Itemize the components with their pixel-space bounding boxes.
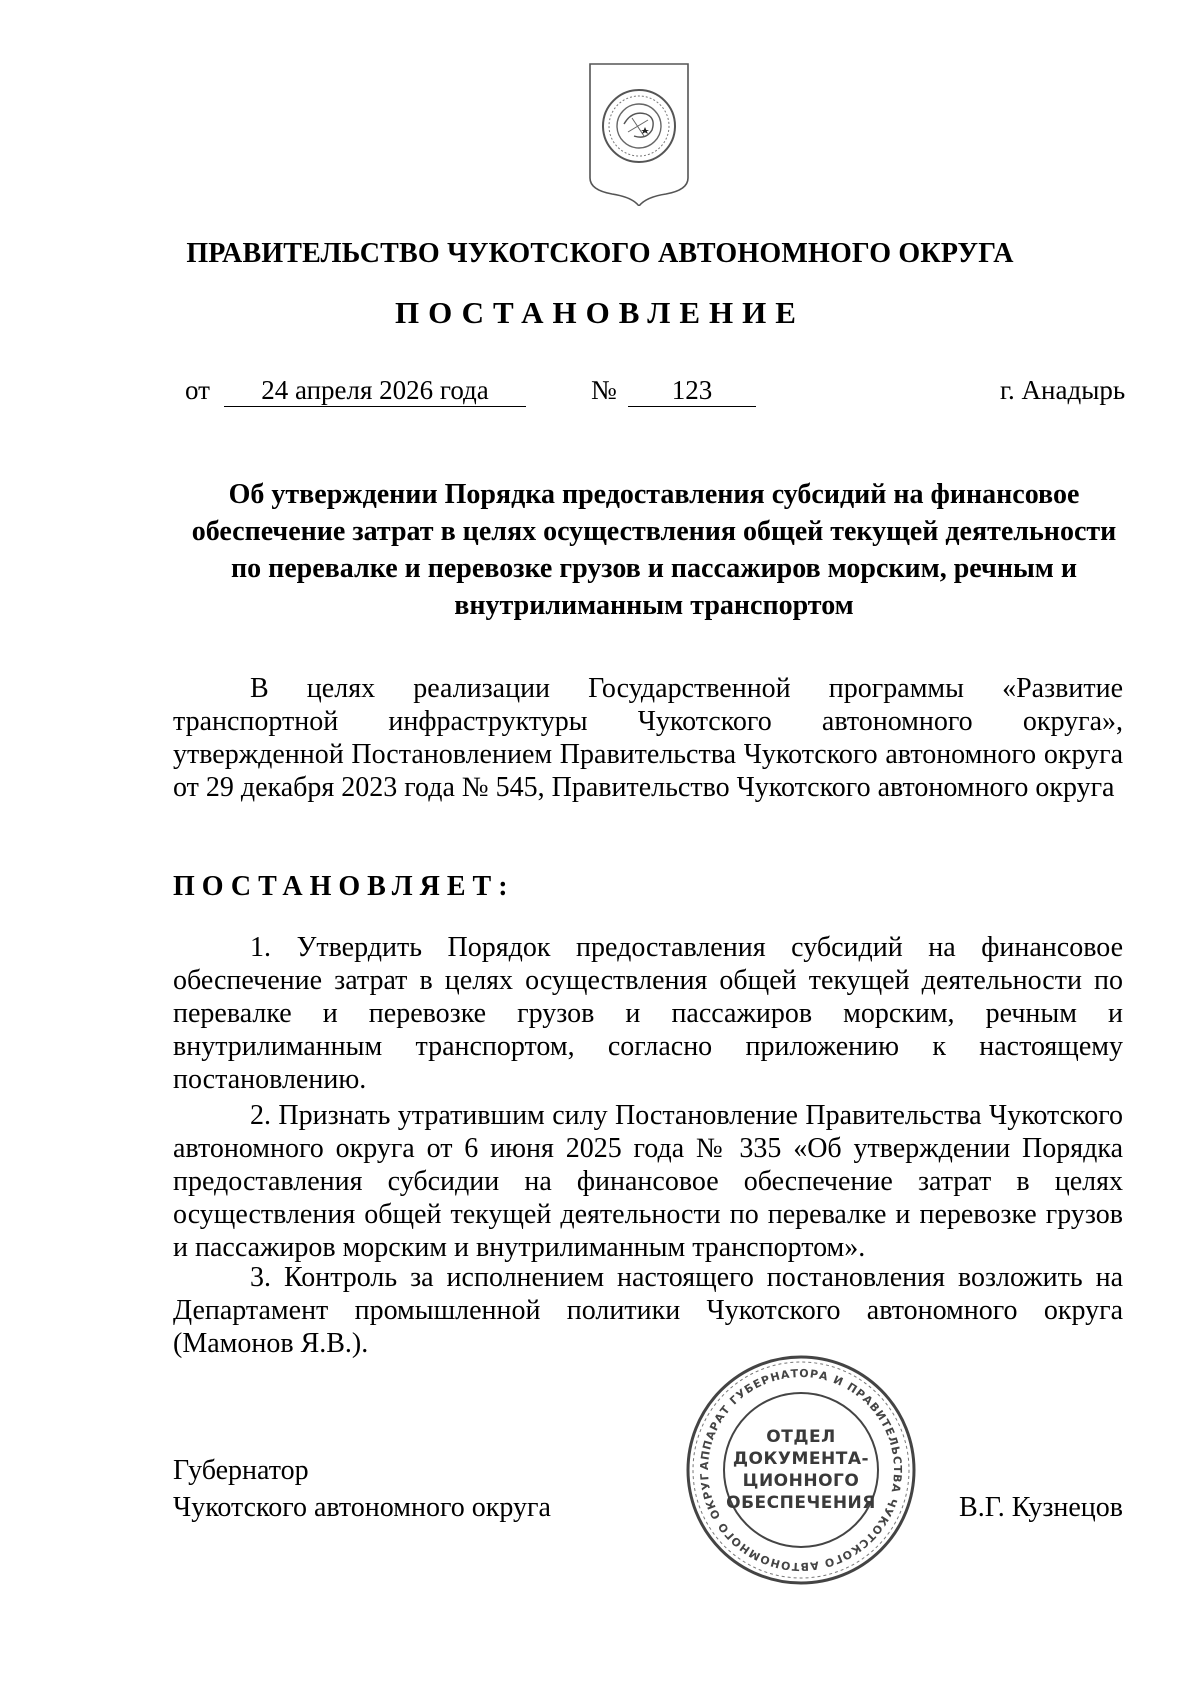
signatory-name: В.Г. Кузнецов bbox=[959, 1492, 1123, 1523]
document-meta-row bbox=[0, 374, 1200, 414]
stamp-center-text bbox=[684, 1353, 918, 1587]
document-city: г. Анадырь bbox=[1000, 375, 1126, 405]
number-prefix: № bbox=[591, 375, 617, 405]
item-paragraph-2: 2. Признать утратившим силу Постановление Правительства Чукотского автономного округа от 6 июня 2025 года № 335 «Об утверждении Порядка предоставления субсидии на финансовое обеспечение затрат в целях осуществления общей текущей деятельности по перевалке и перевозке грузов и пассажиров морским и внутрилиманным транспортом». bbox=[173, 1100, 1123, 1263]
official-stamp bbox=[684, 1353, 918, 1587]
item-paragraph-1: 1. Утвердить Порядок предоставления субсидий на финансовое обеспечение затрат в целях осуществления общей текущей деятельности по перевалке и перевозке грузов и пассажиров морским, речным и внутрилиманным транспортом, согласно приложению к настоящему постановлению. bbox=[173, 932, 1123, 1095]
position-line: Чукотского автономного округа bbox=[173, 1492, 551, 1523]
government-title: ПРАВИТЕЛЬСТВО ЧУКОТСКОГО АВТОНОМНОГО ОКРУГА bbox=[186, 238, 1014, 269]
stamp-line: ДОКУМЕНТА- bbox=[732, 1449, 870, 1469]
stamp-line: ОТДЕЛ bbox=[766, 1427, 836, 1447]
stamp-ring-text: АППАРАТ ГУБЕРНАТОРА И ПРАВИТЕЛЬСТВА ЧУКОТСКОГО АВТОНОМНОГО ОКРУГ bbox=[697, 1366, 905, 1574]
document-date: 24 апреля 2026 года bbox=[224, 374, 526, 407]
document-type: ПОСТАНОВЛЕНИЕ bbox=[395, 295, 805, 330]
document-number: 123 bbox=[628, 374, 756, 407]
stamp-line: ЦИОННОГО bbox=[742, 1471, 860, 1491]
stamp-line: ОБЕСПЕЧЕНИЯ bbox=[726, 1493, 876, 1513]
preamble-paragraph: В целях реализации Государственной программы «Развитие транспортной инфраструктуры Чукотского автономного округа», утвержденной Постановлением Правительства Чукотского автономного округа от 29 декабря 2023 года № 545, Правительство Чукотского автономного округа bbox=[173, 673, 1123, 803]
signatory-position bbox=[173, 1452, 551, 1526]
position-line: Губернатор bbox=[173, 1455, 309, 1486]
subject-line: внутрилиманным транспортом bbox=[454, 590, 854, 621]
decides-heading: ПОСТАНОВЛЯЕТ: bbox=[173, 871, 515, 902]
subject-line: Об утверждении Порядка предоставления субсидий на финансовое bbox=[228, 479, 1080, 510]
coat-of-arms-emblem bbox=[586, 60, 692, 206]
date-prefix: от bbox=[185, 375, 210, 405]
item-paragraph-3: 3. Контроль за исполнением настоящего постановления возложить на Департамент промышленной политики Чукотского автономного округа (Мамонов Я.В.). bbox=[173, 1262, 1123, 1359]
subject-line: обеспечение затрат в целях осуществления общей текущей деятельности bbox=[191, 516, 1117, 547]
document-subject bbox=[170, 476, 1138, 624]
subject-line: по перевалке и перевозке грузов и пассажиров морским, речным и bbox=[230, 553, 1078, 584]
